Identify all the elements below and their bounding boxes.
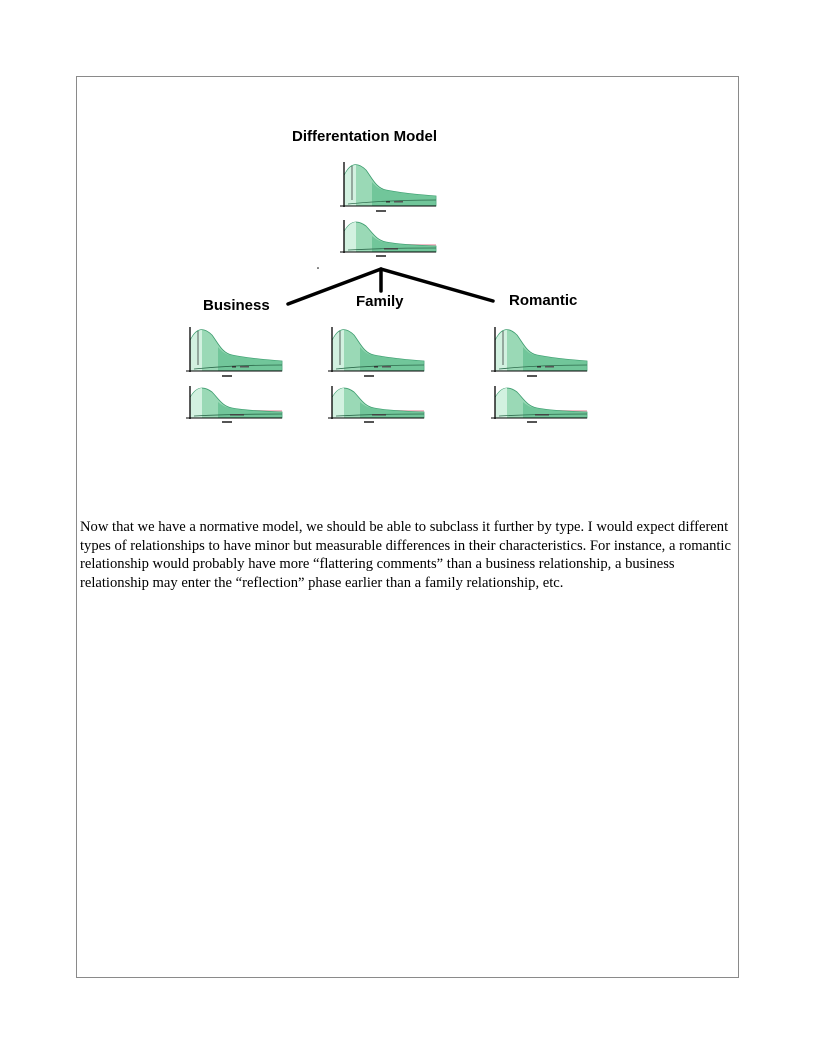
body-paragraph: Now that we have a normative model, we should be able to subclass it further by type. I would expect different types of relationships to have minor but measurable differences in their characteristics. For instance, a romantic relationship would probably have more “flattering comments” than a business relationship, a business relationship may enter the “reflection” phase earlier than a family relationship, etc.	[80, 519, 731, 591]
family-chart-1	[326, 325, 426, 380]
branch-label-family: Family	[356, 293, 404, 310]
model-chart-top-2	[338, 218, 438, 260]
romantic-chart-1	[489, 325, 589, 380]
family-chart-2	[326, 384, 426, 426]
business-chart-2	[184, 384, 284, 426]
branch-label-business: Business	[203, 297, 270, 314]
branch-label-romantic: Romantic	[509, 292, 578, 309]
model-chart-top-1	[338, 160, 438, 215]
business-chart-1	[184, 325, 284, 380]
diagram-title: Differentation Model	[292, 128, 437, 145]
romantic-chart-2	[489, 384, 589, 426]
